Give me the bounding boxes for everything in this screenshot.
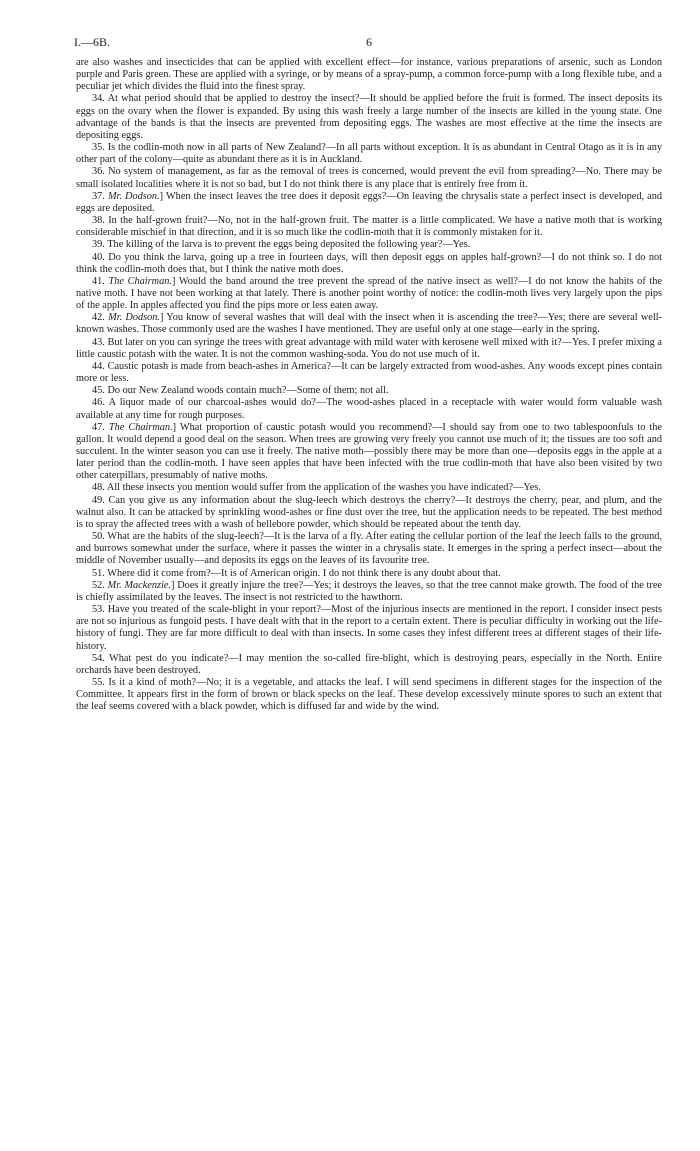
question-number: 47. [92,421,109,433]
paragraph: 44. Caustic potash is made from beach-ashes in America?—It can be largely extracted from wood-ashes. Any woods except pines contain more or less. [76,360,662,385]
page-number: 6 [366,35,372,49]
paragraph [76,580,662,604]
paragraph [76,191,662,215]
speaker-name: The Chairman. [108,421,173,433]
paragraph: 43. But later on you can syringe the trees with great advantage with mild water with kerosene well mixed with it?—Yes. I prefer mixing a little caustic potash with the water. It is not the common washing-soda. You do not use much of it. [76,336,662,360]
speaker-name: Mr. Mackenzie. [107,579,172,591]
paragraph: 34. At what period should that be applied to destroy the insect?—It should be applied before the fruit is formed. The insect deposits its eggs on the ovary when the flower is expanded. By using this wash freely a large number of the insects are killed in the young state. One advantage of the bands is that the insects are prevented from depositing eggs. The washes are most effective at the time the insects are depositing eggs. [76,93,662,141]
paragraph-text: ] When the insect leaves the tree does it deposit eggs?—On leaving the chrysalis state a perfect insect is developed, and eggs are deposited. [76,190,663,214]
paragraph: 49. Can you give us any information about the slug-leech which destroys the cherry?—It destroys the cherry, pear, and plum, and the walnut also. It can be attacked by sprinkling wood-ashes or fine dust over the tree, but the application needs to be repeated. The best method is to spray the affected trees with a wash of hellebore powder, which should be repeated about the tenth day. [76,494,662,530]
document-page [76,35,662,713]
paragraph: 54. What pest do you indicate?—I may mention the so-called fire-blight, which is destroying pears, especially in the North. Entire orchards have been destroyed. [76,652,662,676]
paragraph: 46. A liquor made of our charcoal-ashes would do?—The wood-ashes placed in a receptacle with water would form valuable wash available at any time for rough purposes. [76,397,662,421]
paragraph: 39. The killing of the larva is to prevent the eggs being deposited the following year?—Yes. [92,239,471,251]
paragraph: 40. Do you think the larva, going up a tree in fourteen days, will then deposit eggs on apples half-grown?—I do not think so. I do not think the codlin-moth does that, but I think the native moth does. [76,251,662,275]
paragraph: 53. Have you treated of the scale-blight in your report?—Most of the injurious insects are mentioned in the report. I consider insect pests are not so injurious as fungoid pests. I have dealt with that in the report to a certain extent. There is peculiar difficulty in working out the life-history of fungi. They are far more difficult to deal with than insects. In some cases they infest different trees at different stages of their life-history. [76,604,662,652]
paragraph: 36. No system of management, as far as the removal of trees is concerned, would prevent the evil from spreading?—No. There may be small isolated localities where it is not so bad, but I do not think there is any place that is entirely free from it. [76,166,662,190]
paragraph [76,276,662,312]
paragraph-text: ] What proportion of caustic potash would you recommend?—I should say from one to two tablespoonfuls to the gallon. It would depend a good deal on the season. When trees are growing very freely you cannot use much of it; the tissues are too soft and succulent. In the winter season you can use it freely. The native moth—possibly there may be more than one—deposits eggs in the apple at a later period than the codlin-moth. I have seen apples that have been infected with the true codlin-moth that have also been visited by two other caterpillars, presumably of native moths. [76,421,662,482]
speaker-name: Mr. Dodson. [108,312,160,324]
paragraph [76,312,662,336]
question-number: 41. [92,275,109,287]
paragraph: 45. Do our New Zealand woods contain much?—Some of them; not all. [92,385,389,397]
paragraph: 55. Is it a kind of moth?—No; it is a vegetable, and attacks the leaf. I will send specimens in different stages for the inspection of the Committee. It appears first in the form of brown or black specks on the leaf. These develop excessively minute spores to such an extent that the leaf seems covered with a black powder, which is diffused far and wide by the wind. [76,676,662,713]
question-number: 37. [92,190,108,202]
paragraph: 48. All these insects you mention would suffer from the application of the washes you have indicated?—Yes. [92,482,541,494]
speaker-name: The Chairman. [108,275,172,287]
paragraph-text: ] Does it greatly injure the tree?—Yes; it destroys the leaves, so that the tree cannot make growth. The food of the tree is chiefly assimilated by the leaves. The insect is not restricted to the hawthorn. [76,579,662,603]
paragraph: are also washes and insecticides that can be applied with excellent effect—for instance, various preparations of arsenic, such as London purple and Paris green. These are applied with a syringe, or by means of a spray-pump, a common force-pump with a long flexible tube, and a peculiar jet which divides the fluid into the finest spray. [76,57,662,93]
paragraph-text: ] You know of several washes that will deal with the insect when it is ascending the tree?—Yes; there are several well-known washes. Those commonly used are the washes I have mentioned. They are useful only at one stage—early in the spring. [76,312,663,336]
document-reference: I.—6B. [74,35,110,49]
speaker-name: Mr. Dodson. [107,190,160,202]
document-body [76,57,662,713]
question-number: 52. [92,579,108,591]
page-header [76,35,662,57]
paragraph: 50. What are the habits of the slug-leech?—It is the larva of a fly. After eating the cellular portion of the leaf the leech falls to the ground, and burrows somewhat under the surface, where it passes the winter in a chrysalis state. It emerges in the spring a perfect insect—about the middle of November usually—and deposits its eggs on the leaves of its favourite tree. [76,531,662,567]
paragraph [76,422,662,483]
paragraph: 38. In the half-grown fruit?—No, not in the half-grown fruit. The matter is a little complicated. We have a native moth that is working considerable mischief in that direction, and it is so much like the codlin-moth that it is commonly mistaken for it. [76,215,662,239]
question-number: 42. [92,312,109,324]
paragraph: 35. Is the codlin-moth now in all parts of New Zealand?—In all parts without exception. It is as abundant in Central Otago as it is in any other part of the colony—quite as abundant there as it is in Auckland. [76,142,662,166]
paragraph-text: ] Would the band around the tree prevent the spread of the native insect as well?—I do not know the habits of the native moth. I have not been working at that lately. There is another point worthy of notice: the codlin-moth lives very largely upon the pips of the apple. In apples affected you find the pips more or less eaten away. [76,275,662,312]
paragraph: 51. Where did it come from?—It is of American origin. I do not think there is any doubt about that. [92,567,501,579]
